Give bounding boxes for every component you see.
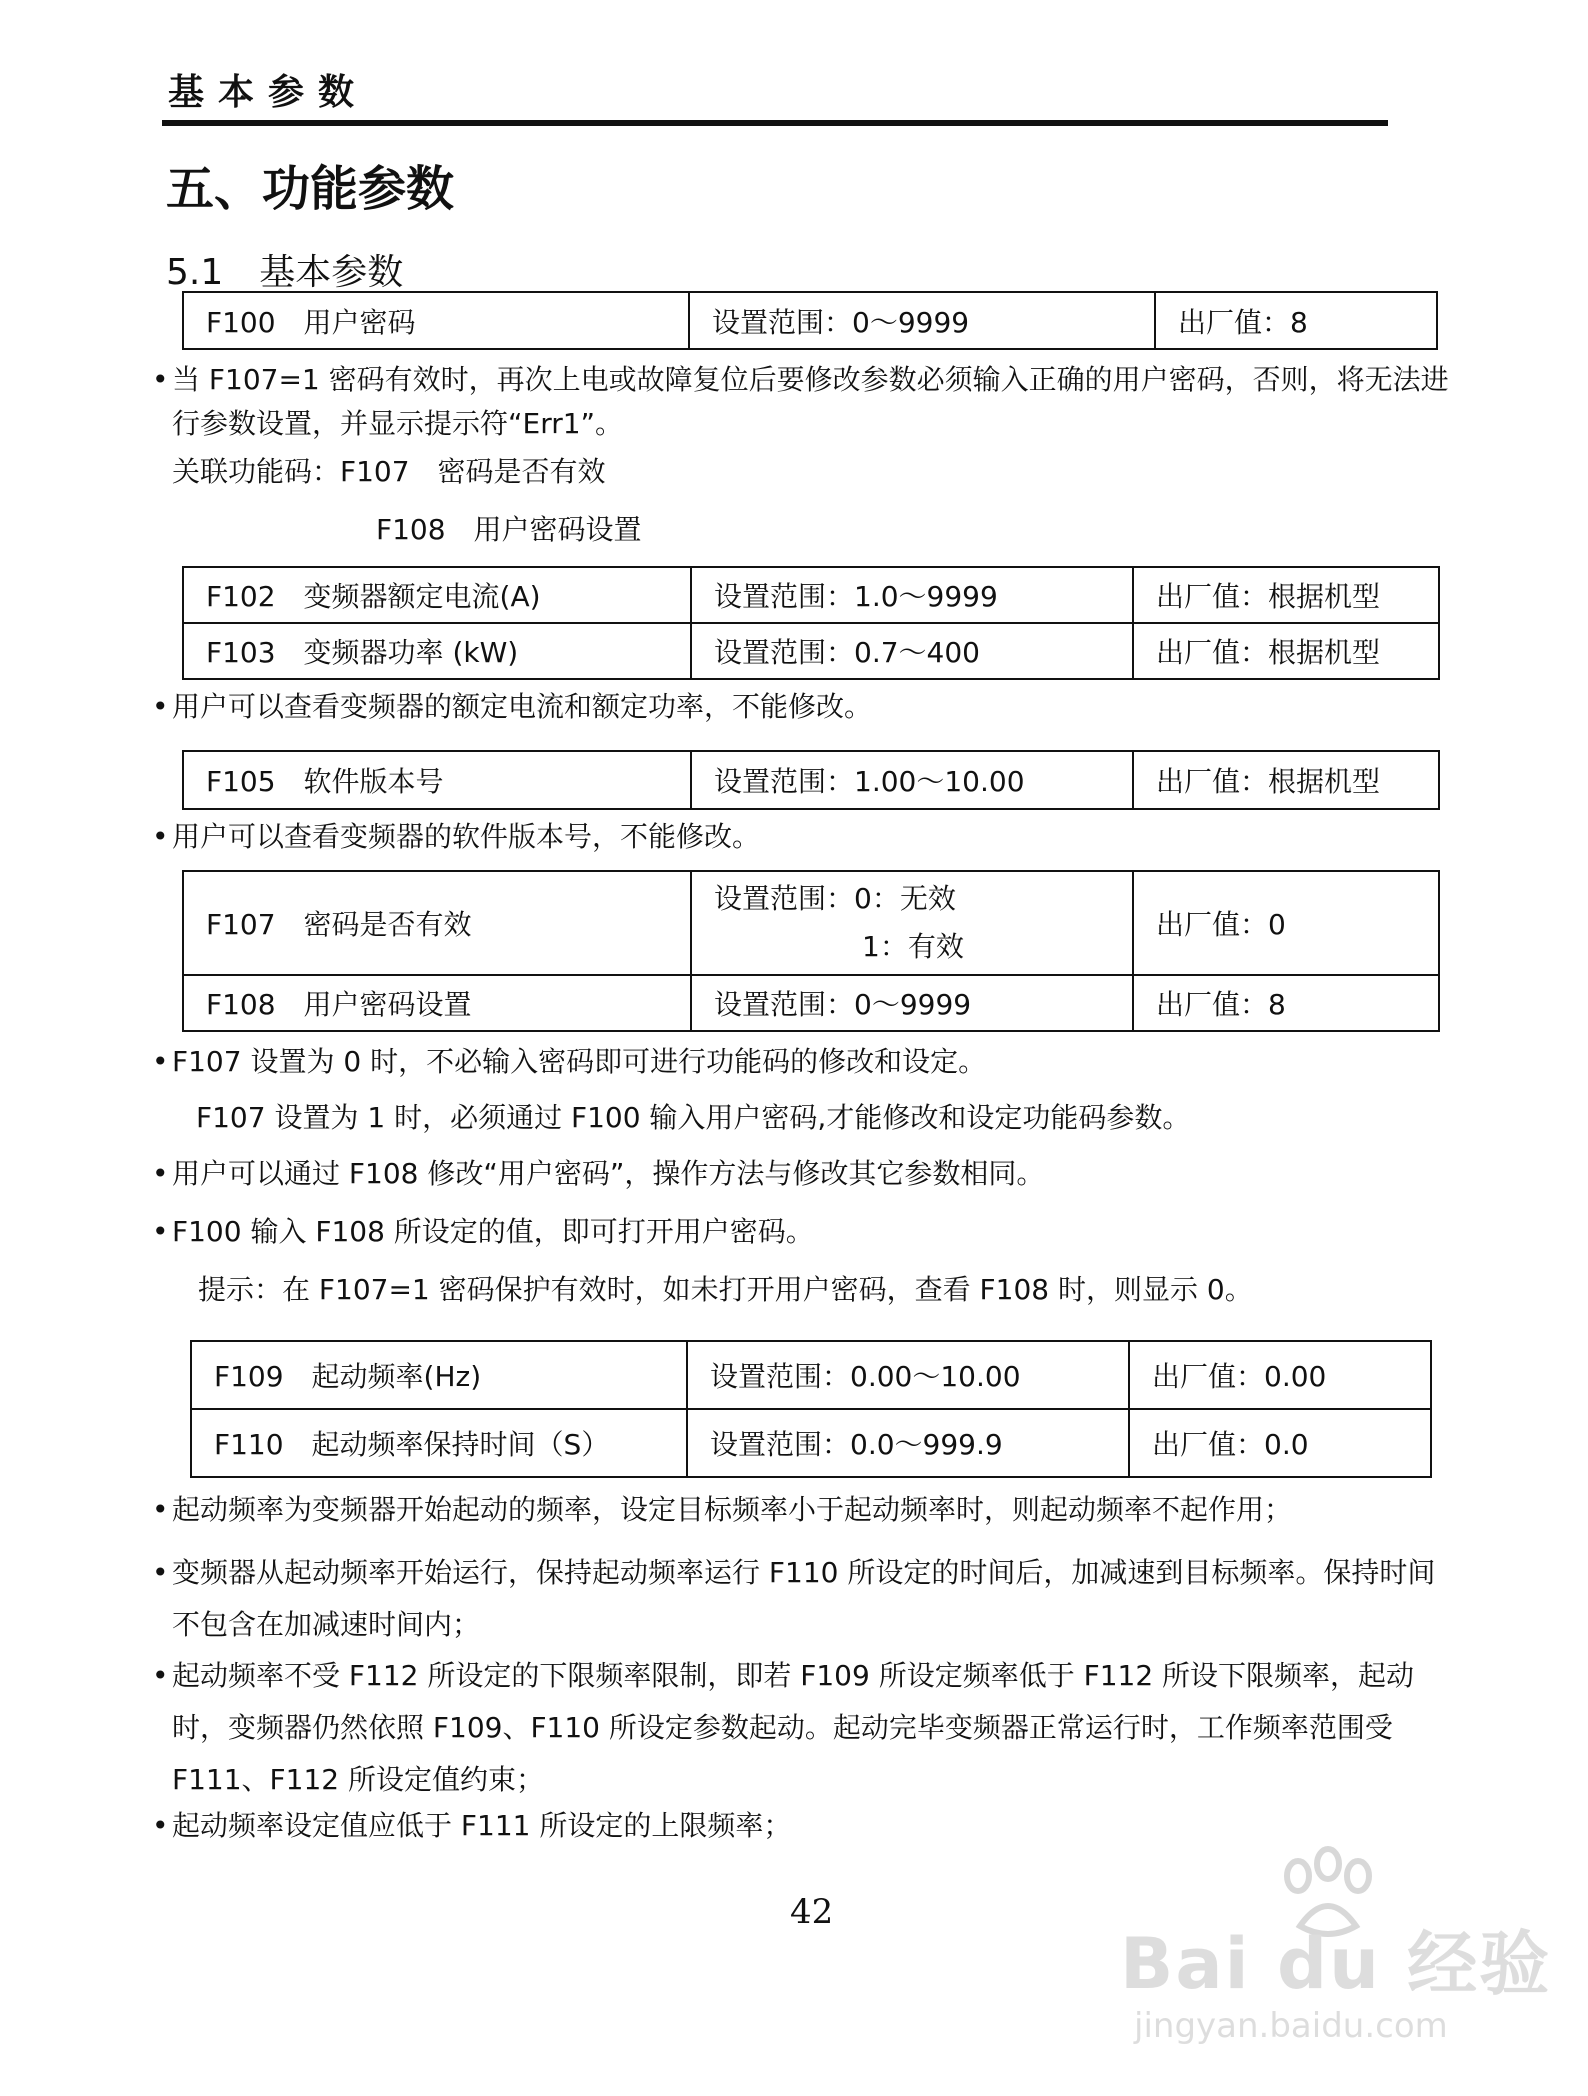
param-code-cell: F103 变频器功率 (kW) xyxy=(183,623,691,679)
description-paragraph: • 变频器从起动频率开始运行，保持起动频率运行 F110 所设定的时间后，加减速到目标频率。保持时间不包含在加减速时间内； xyxy=(172,1547,1462,1651)
description-paragraph: • 起动频率设定值应低于 F111 所设定的上限频率； xyxy=(172,1804,1462,1848)
param-code-cell: F107 密码是否有效 xyxy=(183,871,691,975)
related-codes-line: F108 用户密码设置 xyxy=(376,513,642,546)
table-row xyxy=(183,292,1437,349)
table-row xyxy=(183,871,1439,975)
range-option-0: 设置范围：0：无效 xyxy=(714,882,956,915)
param-default-cell: 出厂值：根据机型 xyxy=(1133,751,1439,809)
param-range-cell: 设置范围：1.00～10.00 xyxy=(691,751,1133,809)
param-table-f109-f110 xyxy=(190,1340,1432,1478)
chapter-title: 五、功能参数 xyxy=(166,161,455,217)
param-code-cell: F109 起动频率(Hz) xyxy=(191,1341,687,1409)
range-option-1: 1：有效 xyxy=(862,930,964,963)
description-paragraph: F107 设置为 1 时，必须通过 F100 输入用户密码,才能修改和设定功能码参数。 xyxy=(196,1101,1191,1134)
table-row xyxy=(191,1409,1431,1477)
param-default-cell: 出厂值：根据机型 xyxy=(1133,567,1439,623)
param-range-cell xyxy=(691,871,1133,975)
param-range-cell: 设置范围：0.7～400 xyxy=(691,623,1133,679)
param-default-cell: 出厂值：8 xyxy=(1155,292,1437,349)
page-number: 42 xyxy=(790,1892,834,1932)
param-code-cell: F105 软件版本号 xyxy=(183,751,691,809)
description-paragraph: • 起动频率为变频器开始起动的频率，设定目标频率小于起动频率时，则起动频率不起作用； xyxy=(172,1488,1462,1532)
watermark-url: jingyan.baidu.com xyxy=(1134,2006,1448,2046)
param-code-cell: F102 变频器额定电流(A) xyxy=(183,567,691,623)
watermark-brand: Bai du 经验 xyxy=(1120,1923,1552,2005)
section-title: 5.1 基本参数 xyxy=(166,252,404,293)
related-codes-line: 关联功能码：F107 密码是否有效 xyxy=(172,455,606,488)
description-paragraph: • 当 F107=1 密码有效时，再次上电或故障复位后要修改参数必须输入正确的用户密码，否则，将无法进行参数设置，并显示提示符“Err1”。 xyxy=(172,358,1462,446)
param-default-cell: 出厂值：0.0 xyxy=(1129,1409,1431,1477)
description-paragraph: • 用户可以通过 F108 修改“用户密码”，操作方法与修改其它参数相同。 xyxy=(172,1152,1462,1196)
table-row xyxy=(183,751,1439,809)
running-header: 基本参数 xyxy=(168,72,369,113)
param-range-cell: 设置范围：0.0～999.9 xyxy=(687,1409,1129,1477)
table-row xyxy=(191,1341,1431,1409)
description-paragraph: • 起动频率不受 F112 所设定的下限频率限制，即若 F109 所设定频率低于 F112 所设下限频率，起动时，变频器仍然依照 F109、F110 所设定参数起动。起动完毕变频器正常运行时，工作频率范围受 F111、F112 所设定值约束； xyxy=(172,1650,1462,1806)
hint-line: 提示：在 F107=1 密码保护有效时，如未打开用户密码，查看 F108 时，则显示 0。 xyxy=(198,1273,1253,1306)
param-default-cell: 出厂值：0.00 xyxy=(1129,1341,1431,1409)
param-range-cell: 设置范围：1.0～9999 xyxy=(691,567,1133,623)
table-row xyxy=(183,567,1439,623)
baidu-jingyan-watermark xyxy=(1120,1846,1552,2056)
param-default-cell: 出厂值：0 xyxy=(1133,871,1439,975)
param-default-cell: 出厂值：8 xyxy=(1133,975,1439,1031)
header-rule xyxy=(162,120,1388,126)
param-default-cell: 出厂值：根据机型 xyxy=(1133,623,1439,679)
param-code-cell: F108 用户密码设置 xyxy=(183,975,691,1031)
description-paragraph: • 用户可以查看变频器的额定电流和额定功率，不能修改。 xyxy=(172,685,1462,729)
param-table-f107-f108 xyxy=(182,870,1440,1032)
param-code-cell: F100 用户密码 xyxy=(183,292,689,349)
param-table-f100 xyxy=(182,291,1438,350)
table-row xyxy=(183,623,1439,679)
description-paragraph: • 用户可以查看变频器的软件版本号，不能修改。 xyxy=(172,815,1462,859)
param-table-f102-f103 xyxy=(182,566,1440,680)
param-range-cell: 设置范围：0～9999 xyxy=(689,292,1155,349)
description-paragraph: • F107 设置为 0 时，不必输入密码即可进行功能码的修改和设定。 xyxy=(172,1040,1462,1084)
param-table-f105 xyxy=(182,750,1440,810)
param-code-cell: F110 起动频率保持时间（S） xyxy=(191,1409,687,1477)
table-row xyxy=(183,975,1439,1031)
param-range-cell: 设置范围：0～9999 xyxy=(691,975,1133,1031)
param-range-cell: 设置范围：0.00～10.00 xyxy=(687,1341,1129,1409)
description-paragraph: • F100 输入 F108 所设定的值，即可打开用户密码。 xyxy=(172,1210,1462,1254)
